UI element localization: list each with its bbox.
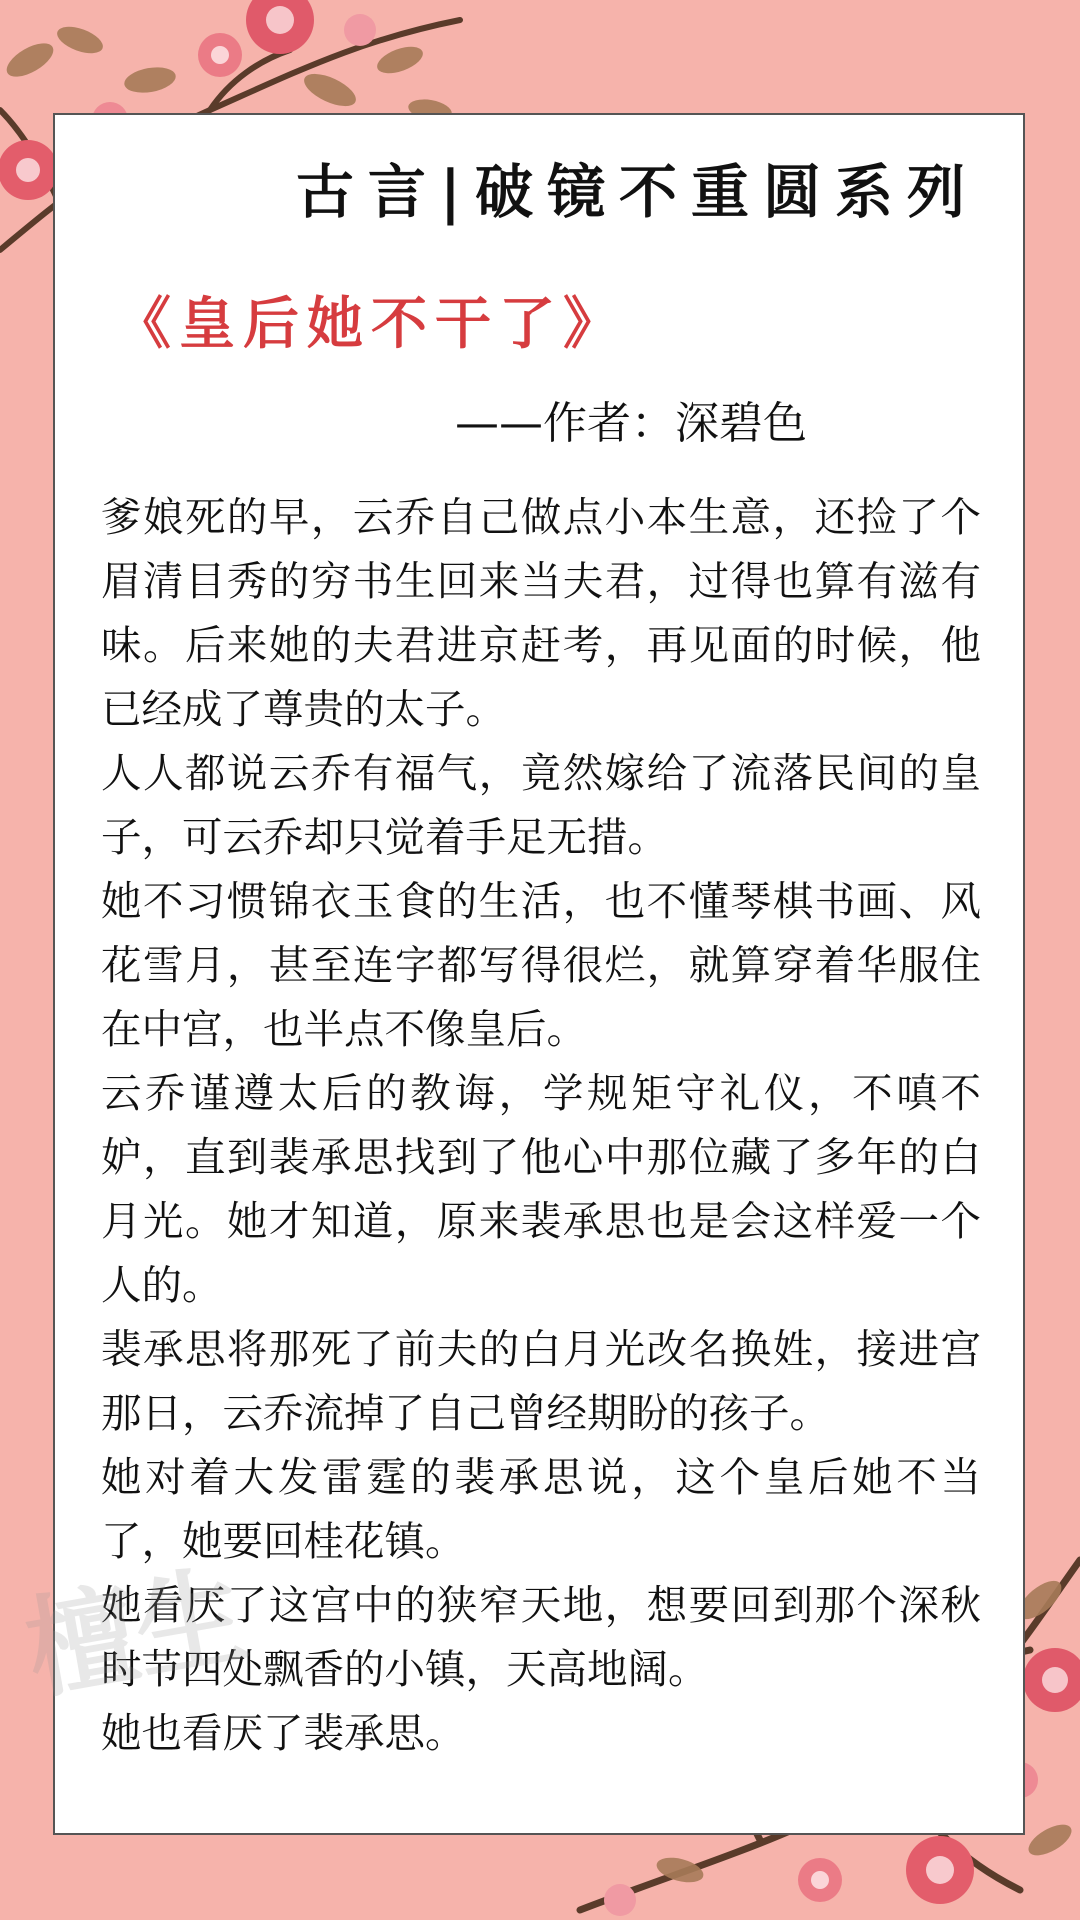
synopsis-paragraph: 她对着大发雷霆的裴承思说，这个皇后她不当了，她要回桂花镇。 [101,1453,981,1565]
synopsis-paragraph: 人人都说云乔有福气，竟然嫁给了流落民间的皇子，可云乔却只觉着手足无措。 [101,749,981,861]
series-title: 古言|破镜不重圆系列 [295,158,979,226]
synopsis-paragraph: 她不习惯锦衣玉食的生活，也不懂琴棋书画、风花雪月，甚至连字都写得很烂，就算穿着华服住在中宫，也半点不像皇后。 [101,877,981,1053]
synopsis-paragraph: 爹娘死的早，云乔自己做点小本生意，还捡了个眉清目秀的穷书生回来当夫君，过得也算有滋有味。后来她的夫君进京赶考，再见面的时候，他已经成了尊贵的太子。 [101,493,981,733]
synopsis-paragraph: 云乔谨遵太后的教诲，学规矩守礼仪，不嗔不妒，直到裴承思找到了他心中那位藏了多年的白月光。她才知道，原来裴承思也是会这样爱一个人的。 [101,1069,981,1309]
author-line: ——作者：深碧色 [455,398,807,449]
synopsis-paragraph: 裴承思将那死了前夫的白月光改名换姓，接进宫那日，云乔流掉了自己曾经期盼的孩子。 [101,1325,981,1437]
book-title: 《皇后她不干了》 [115,291,627,357]
synopsis-paragraph: 她也看厌了裴承思。 [101,1709,466,1757]
synopsis-paragraph: 她看厌了这宫中的狭窄天地，想要回到那个深秋时节四处飘香的小镇，天高地阔。 [101,1581,981,1693]
watermark: 檀生 [16,1549,257,1715]
